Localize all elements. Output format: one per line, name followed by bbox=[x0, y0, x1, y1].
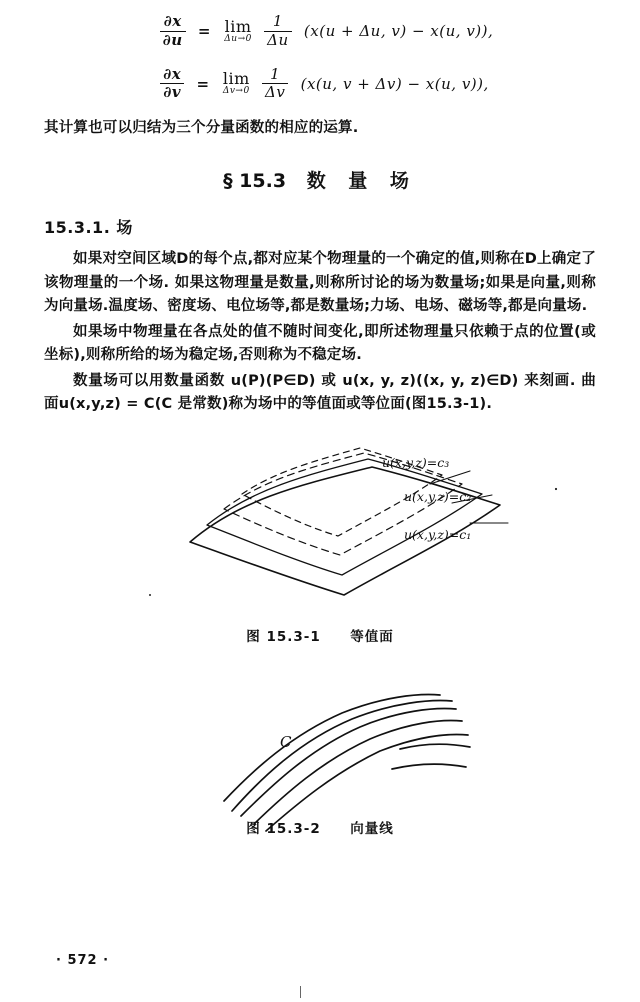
page-number: · 572 · bbox=[56, 953, 110, 968]
fraction-denominator: ∂u bbox=[162, 30, 183, 49]
limit-label: lim bbox=[224, 16, 252, 36]
fraction-one-over-du bbox=[264, 14, 292, 49]
figure-vector-lines bbox=[0, 685, 640, 865]
figure-level-surfaces bbox=[0, 427, 640, 667]
page bbox=[0, 14, 640, 1002]
fraction-numerator: 1 bbox=[262, 67, 288, 85]
limit-subscript: Δu→0 bbox=[224, 33, 252, 44]
paragraph-after-formulas: 其计算也可以归结为三个分量函数的相应的运算. bbox=[44, 120, 359, 136]
limit-label: lim bbox=[222, 69, 250, 89]
section-number: § 15.3 bbox=[223, 170, 287, 193]
fraction-numerator: ∂x bbox=[160, 67, 184, 85]
figure-label-c: C bbox=[280, 732, 292, 751]
formula-body: (x(u, v + Δv) − x(u, v)), bbox=[300, 74, 489, 93]
formula-block bbox=[0, 14, 640, 101]
fraction-denominator: ∂v bbox=[163, 83, 182, 102]
limit-subscript: Δv→0 bbox=[222, 86, 250, 97]
figure-caption-1 bbox=[0, 625, 640, 645]
formula-partial-x-partial-v bbox=[157, 64, 489, 102]
section-heading bbox=[0, 166, 640, 193]
paragraph-2: 如果场中物理量在各点处的值不随时间变化,即所述物理量只依赖于点的位置(或坐标),则称所给的场为稳定场,否则称为不稳定场. bbox=[44, 323, 596, 364]
figure-caption-number: 图 15.3-2 bbox=[246, 820, 321, 837]
fraction-one-over-dv bbox=[262, 64, 288, 102]
section-name: 数 量 场 bbox=[306, 170, 417, 193]
equals-sign: = bbox=[197, 22, 211, 41]
subsection-heading: 15.3.1. 场 bbox=[44, 218, 133, 238]
fraction-dx-dv bbox=[160, 64, 184, 102]
figure-caption-text: 向量线 bbox=[350, 820, 394, 837]
limit-operator bbox=[223, 71, 250, 96]
equals-sign: = bbox=[196, 74, 210, 93]
paragraph-3: 数量场可以用数量函数 u(P)(P∈D) 或 u(x, y, z)((x, y, z)∈D) 来刻画. 曲面u(x,y,z) = C(C 是常数)称为场中的等值面或等位面(图15.3-1). bbox=[44, 372, 596, 413]
fraction-denominator: Δu bbox=[267, 30, 289, 49]
figure-caption-2 bbox=[0, 817, 640, 837]
fraction-dx-du bbox=[160, 14, 186, 49]
figure-caption-number: 图 15.3-1 bbox=[246, 628, 321, 645]
figure-vector-lines-drawing bbox=[0, 685, 640, 835]
fraction-numerator: 1 bbox=[264, 14, 292, 32]
fraction-numerator: ∂x bbox=[160, 14, 186, 32]
fraction-denominator: Δv bbox=[265, 83, 286, 102]
formula-body: (x(u + Δu, v) − x(u, v)), bbox=[303, 22, 494, 41]
figure-label-c1: u(x,y,z)=c₁ bbox=[404, 526, 472, 542]
figure-level-surfaces-drawing bbox=[0, 427, 640, 642]
figure-caption-text: 等值面 bbox=[350, 628, 394, 645]
paragraph-1: 如果对空间区域D的每个点,都对应某个物理量的一个确定的值,则称在D上确定了该物理量的一个场. 如果这物理量是数量,则称所讨论的场为数量场;如果是向量,则称为向量场.温度场、密度场、电位场等,都是数量场;力场、电场、磁场等,都是向量场. bbox=[44, 251, 596, 315]
formula-partial-x-partial-u bbox=[157, 14, 494, 49]
figure-label-c2: u(x,y,z)=c₂ bbox=[404, 488, 472, 504]
figure-label-c3: u(x,y,z)=c₃ bbox=[382, 454, 450, 470]
limit-operator bbox=[224, 16, 252, 44]
